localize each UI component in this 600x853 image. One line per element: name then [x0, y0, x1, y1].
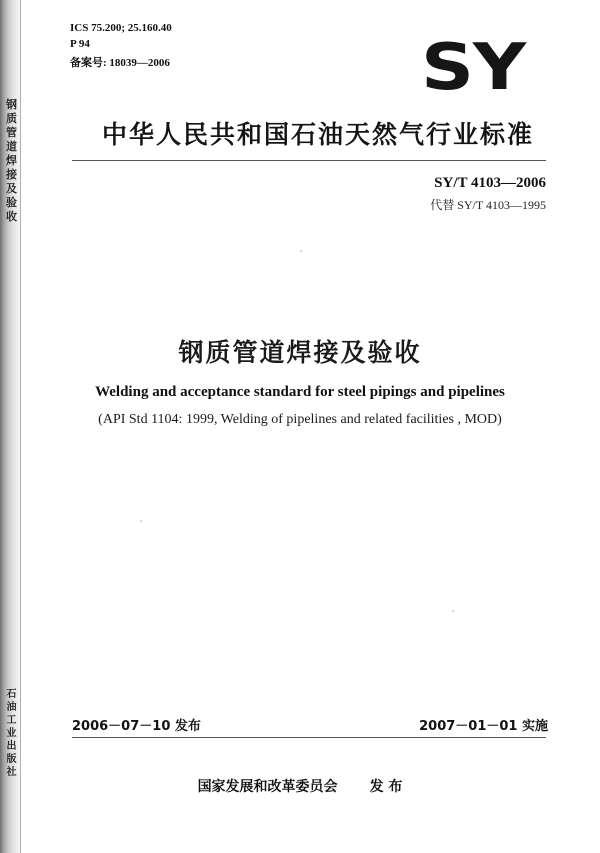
ics-code: ICS 75.200; 25.160.40: [70, 22, 172, 34]
spine-publisher: 石油工业出版社: [6, 689, 17, 778]
ccs-code: P 94: [70, 38, 90, 50]
document-title-chinese: 钢质管道焊接及验收: [178, 338, 422, 367]
issuer-name: 国家发展和改革委员会: [197, 779, 338, 795]
issuer: [0, 776, 600, 796]
replaces-standard: 代替 SY/T 4103—1995: [430, 198, 546, 212]
standard-code: SY/T 4103—2006: [434, 175, 546, 191]
footer-rule: [72, 737, 546, 738]
spine-title: 钢质管道焊接及验收: [6, 98, 17, 223]
scan-speck: [140, 520, 142, 522]
header-rule: [72, 160, 546, 161]
sy-logo: SY: [420, 31, 526, 105]
scan-speck: [452, 610, 454, 612]
implementation-date: 2007－01－01 实施: [419, 719, 548, 734]
adoption-note: (API Std 1104: 1999, Welding of pipelines and related facilities , MOD): [98, 412, 502, 427]
scan-speck: [300, 250, 302, 252]
record-number: 备案号: 18039—2006: [70, 57, 170, 69]
document-title-english: Welding and acceptance standard for steel pipings and pipelines: [95, 384, 505, 400]
issue-date: 2006－07－10 发布: [72, 719, 201, 734]
issuer-action: 发 布: [369, 779, 403, 795]
header-title: 中华人民共和国石油天然气行业标准: [101, 120, 534, 149]
